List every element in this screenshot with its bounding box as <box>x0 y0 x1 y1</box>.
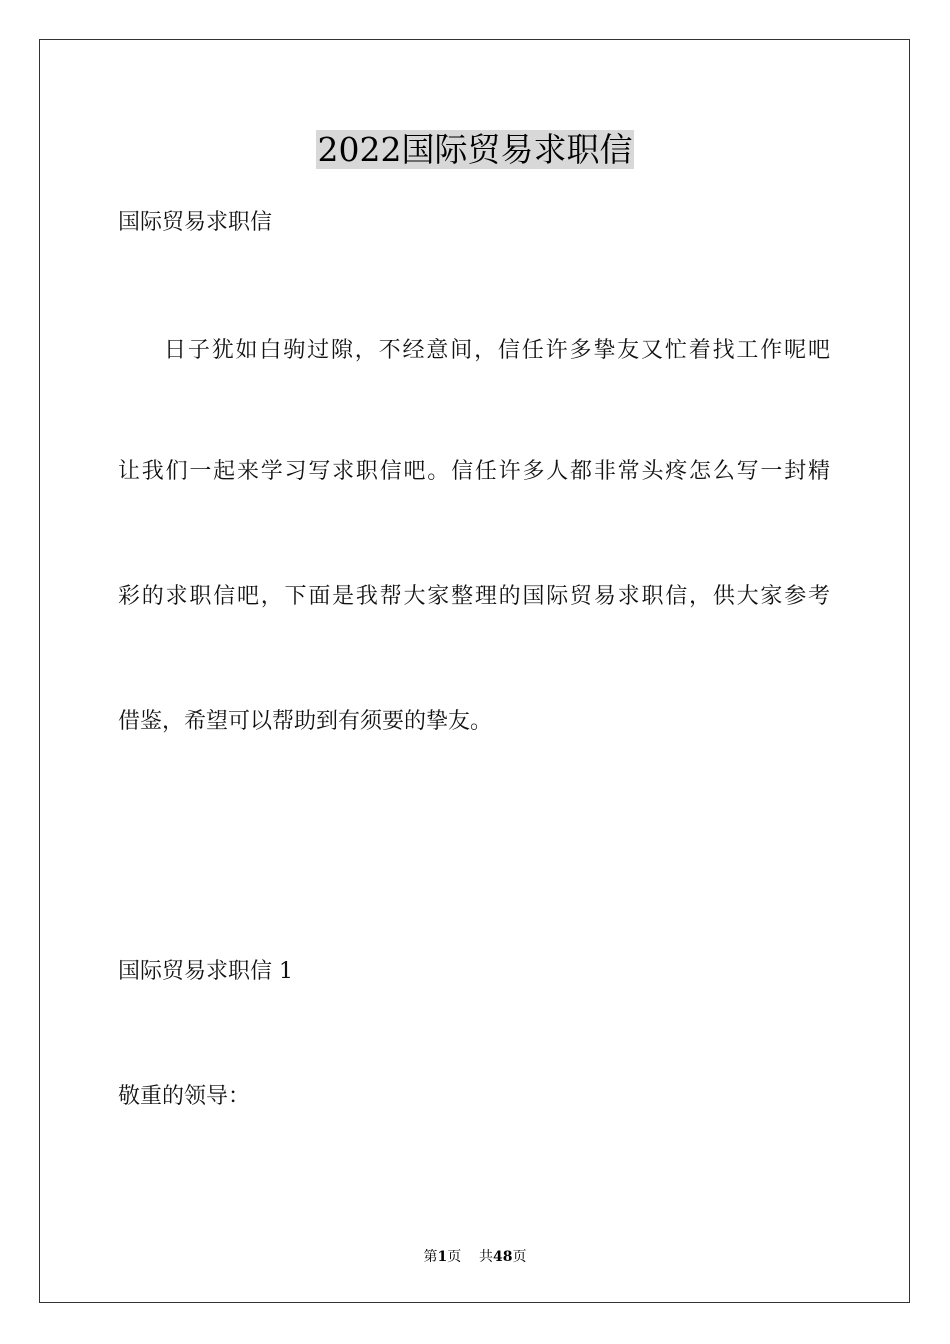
document-title <box>0 126 950 174</box>
section-heading: 国际贸易求职信 1 <box>118 959 293 984</box>
salutation: 敬重的领导： <box>118 1084 251 1109</box>
footer-total-suffix: 页 <box>512 1249 527 1265</box>
footer-page-number: 1 <box>437 1249 448 1265</box>
footer-page-prefix: 第 <box>423 1249 438 1265</box>
footer-page-suffix: 页 <box>447 1249 462 1265</box>
document-title-text: 2022国际贸易求职信 <box>317 130 633 169</box>
intro-line-2: 让我们一起来学习写求职信吧。信任许多人都非常头疼怎么写一封精 <box>118 459 830 484</box>
document-subtitle: 国际贸易求职信 <box>118 210 273 235</box>
intro-line-3: 彩的求职信吧，下面是我帮大家整理的国际贸易求职信，供大家参考 <box>118 584 830 609</box>
footer-total-pages: 48 <box>493 1249 513 1265</box>
footer-total-prefix: 共 <box>479 1249 494 1265</box>
page-footer <box>0 1248 950 1266</box>
intro-line-4: 借鉴，希望可以帮助到有须要的挚友。 <box>118 709 493 734</box>
intro-line-1: 日子犹如白驹过隙，不经意间，信任许多挚友又忙着找工作呢吧 <box>164 338 830 363</box>
